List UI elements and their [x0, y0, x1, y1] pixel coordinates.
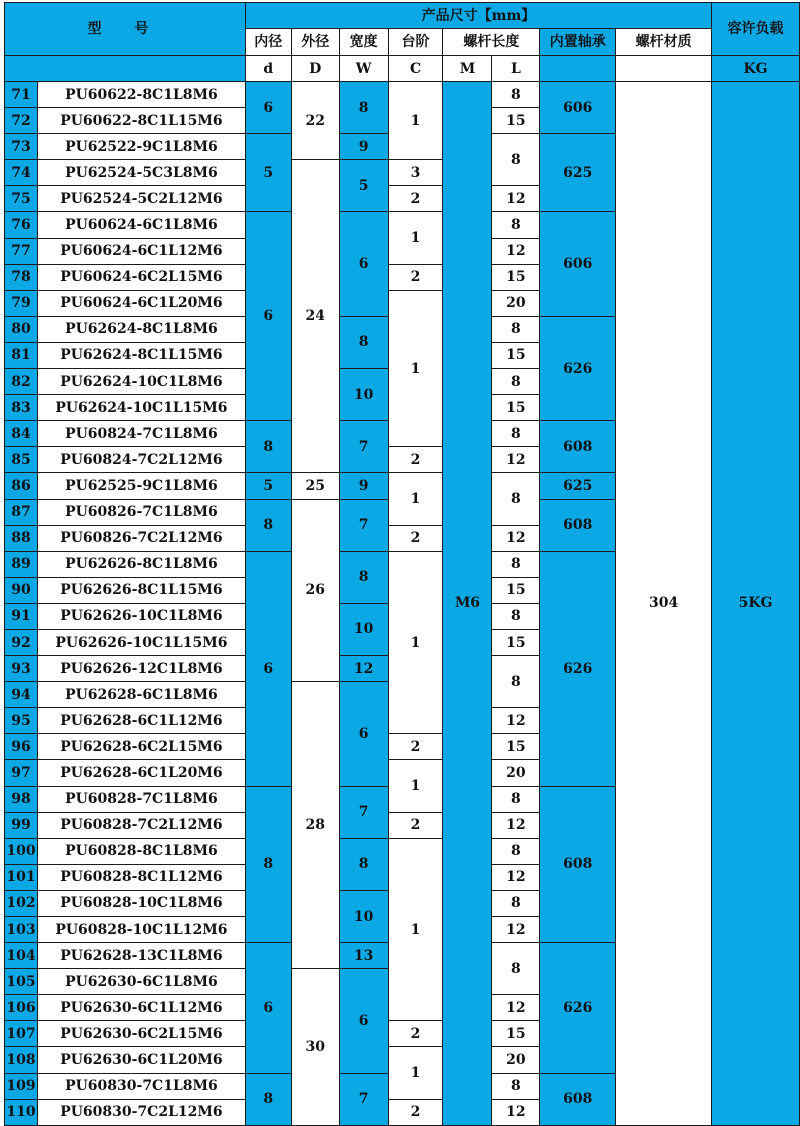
width-cell: 10 [339, 369, 388, 421]
row-number: 108 [5, 1047, 38, 1073]
width-cell: 9 [339, 473, 388, 499]
screw-length-cell: 8 [492, 890, 540, 916]
model-code: PU60824-7C2L12M6 [37, 447, 245, 473]
model-code: PU60828-8C1L12M6 [37, 864, 245, 890]
bearing-cell: 608 [540, 421, 616, 473]
d-header: 内径 [245, 29, 291, 56]
row-number: 102 [5, 890, 38, 916]
model-code: PU62630-6C1L8M6 [37, 969, 245, 995]
row-number: 79 [5, 290, 38, 316]
model-code: PU62626-10C1L8M6 [37, 603, 245, 629]
model-code: PU62626-10C1L15M6 [37, 629, 245, 655]
model-code: PU62524-5C3L8M6 [37, 160, 245, 186]
screw-length-cell: 15 [492, 342, 540, 368]
screw-length-cell: 15 [492, 264, 540, 290]
screw-length-cell: 12 [492, 864, 540, 890]
row-number: 86 [5, 473, 38, 499]
inner-diameter-cell: 8 [245, 499, 291, 551]
model-code: PU60828-7C1L8M6 [37, 786, 245, 812]
row-number: 84 [5, 421, 38, 447]
screw-length-cell: 12 [492, 238, 540, 264]
bearing-subheader-blank [540, 56, 616, 82]
model-code: PU60624-6C1L8M6 [37, 212, 245, 238]
model-code: PU62626-8C1L8M6 [37, 551, 245, 577]
outer-diameter-cell: 26 [291, 499, 339, 682]
row-number: 92 [5, 629, 38, 655]
row-number: 87 [5, 499, 38, 525]
width-cell: 8 [339, 82, 388, 134]
model-code: PU62628-6C1L20M6 [37, 760, 245, 786]
screw-length-cell: 12 [492, 1099, 540, 1125]
row-number: 76 [5, 212, 38, 238]
inner-diameter-cell: 8 [245, 421, 291, 473]
bearing-cell: 626 [540, 551, 616, 786]
row-number: 101 [5, 864, 38, 890]
width-cell: 7 [339, 499, 388, 551]
screw-length-cell: 8 [492, 656, 540, 708]
model-title: 型 号 [5, 3, 246, 56]
screw-length-cell: 8 [492, 134, 540, 186]
step-symbol: C [388, 56, 443, 82]
outer-diameter-cell: 24 [291, 160, 339, 473]
model-code: PU60830-7C1L8M6 [37, 1073, 245, 1099]
step-cell: 2 [388, 812, 443, 838]
model-code: PU62630-6C1L20M6 [37, 1047, 245, 1073]
step-cell: 2 [388, 447, 443, 473]
screw-length-cell: 8 [492, 369, 540, 395]
model-code: PU62628-13C1L8M6 [37, 943, 245, 969]
screw-length-cell: 12 [492, 917, 540, 943]
step-cell: 1 [388, 290, 443, 447]
screw-length-cell: 12 [492, 186, 540, 212]
model-code: PU60828-10C1L8M6 [37, 890, 245, 916]
step-cell: 1 [388, 473, 443, 525]
step-cell: 1 [388, 760, 443, 812]
row-number: 93 [5, 656, 38, 682]
bearing-cell: 608 [540, 499, 616, 551]
row-number: 109 [5, 1073, 38, 1099]
width-cell: 8 [339, 316, 388, 368]
row-number: 72 [5, 108, 38, 134]
model-code: PU62624-8C1L15M6 [37, 342, 245, 368]
step-cell: 1 [388, 838, 443, 1021]
outer-diameter-cell: 28 [291, 682, 339, 969]
outer-diameter-cell: 22 [291, 82, 339, 160]
screw-length-header: 螺杆长度 [443, 29, 540, 56]
row-number: 97 [5, 760, 38, 786]
row-number: 96 [5, 734, 38, 760]
outer-diameter-cell: 30 [291, 969, 339, 1126]
screw-length-cell: 8 [492, 838, 540, 864]
screw-length-cell: 15 [492, 629, 540, 655]
bearing-cell: 608 [540, 786, 616, 943]
width-cell: 7 [339, 421, 388, 473]
model-code: PU62630-6C2L15M6 [37, 1021, 245, 1047]
screw-length-cell: 8 [492, 82, 540, 108]
width-symbol: W [339, 56, 388, 82]
outer-d-header: 外径 [291, 29, 339, 56]
l-symbol: L [492, 56, 540, 82]
screw-length-cell: 8 [492, 421, 540, 447]
bearing-cell: 606 [540, 82, 616, 134]
screw-length-cell: 15 [492, 1021, 540, 1047]
screw-length-cell: 12 [492, 525, 540, 551]
row-number: 98 [5, 786, 38, 812]
material-cell: 304 [616, 82, 712, 1126]
screw-length-cell: 12 [492, 708, 540, 734]
bearing-cell: 608 [540, 1073, 616, 1125]
model-code: PU60830-7C2L12M6 [37, 1099, 245, 1125]
inner-diameter-cell: 6 [245, 943, 291, 1073]
width-header: 宽度 [339, 29, 388, 56]
screw-length-cell: 8 [492, 603, 540, 629]
row-number: 78 [5, 264, 38, 290]
screw-length-cell: 12 [492, 447, 540, 473]
load-cell: 5KG [712, 82, 800, 1126]
inner-diameter-cell: 5 [245, 134, 291, 212]
model-code: PU60622-8C1L8M6 [37, 82, 245, 108]
model-code: PU60828-8C1L8M6 [37, 838, 245, 864]
row-number: 94 [5, 682, 38, 708]
inner-diameter-cell: 8 [245, 1073, 291, 1125]
model-code: PU62628-6C2L15M6 [37, 734, 245, 760]
row-number: 104 [5, 943, 38, 969]
row-number: 95 [5, 708, 38, 734]
screw-length-cell: 8 [492, 1073, 540, 1099]
width-cell: 10 [339, 890, 388, 942]
step-cell: 3 [388, 160, 443, 186]
model-code: PU60826-7C2L12M6 [37, 525, 245, 551]
step-cell: 2 [388, 186, 443, 212]
inner-diameter-cell: 6 [245, 212, 291, 421]
material-header: 螺杆材质 [616, 29, 712, 56]
row-number: 77 [5, 238, 38, 264]
row-number: 71 [5, 82, 38, 108]
width-cell: 7 [339, 1073, 388, 1125]
step-cell: 2 [388, 264, 443, 290]
width-cell: 6 [339, 969, 388, 1073]
material-subheader-blank [616, 56, 712, 82]
row-number: 105 [5, 969, 38, 995]
screw-length-cell: 8 [492, 473, 540, 525]
screw-length-cell: 15 [492, 108, 540, 134]
width-cell: 10 [339, 603, 388, 655]
screw-spec-cell: M6 [443, 82, 492, 1126]
width-cell: 13 [339, 943, 388, 969]
model-code: PU60624-6C1L20M6 [37, 290, 245, 316]
row-number: 91 [5, 603, 38, 629]
step-cell: 1 [388, 212, 443, 264]
screw-length-cell: 20 [492, 290, 540, 316]
row-number: 75 [5, 186, 38, 212]
width-cell: 7 [339, 786, 388, 838]
model-code: PU60826-7C1L8M6 [37, 499, 245, 525]
row-number: 99 [5, 812, 38, 838]
row-number: 80 [5, 316, 38, 342]
m-symbol: M [443, 56, 492, 82]
row-number: 88 [5, 525, 38, 551]
row-number: 107 [5, 1021, 38, 1047]
screw-length-cell: 15 [492, 734, 540, 760]
bearing-cell: 626 [540, 943, 616, 1073]
screw-length-cell: 20 [492, 1047, 540, 1073]
row-number: 103 [5, 917, 38, 943]
row-number: 83 [5, 395, 38, 421]
row-number: 85 [5, 447, 38, 473]
model-code: PU60622-8C1L15M6 [37, 108, 245, 134]
width-cell: 8 [339, 551, 388, 603]
screw-length-cell: 8 [492, 212, 540, 238]
bearing-header: 内置轴承 [540, 29, 616, 56]
model-code: PU60824-7C1L8M6 [37, 421, 245, 447]
product-spec-table [4, 2, 800, 1126]
row-number: 100 [5, 838, 38, 864]
row-number: 74 [5, 160, 38, 186]
model-code: PU62626-12C1L8M6 [37, 656, 245, 682]
bearing-cell: 625 [540, 473, 616, 499]
model-code: PU62525-9C1L8M6 [37, 473, 245, 499]
screw-length-cell: 8 [492, 786, 540, 812]
model-code: PU62628-6C1L8M6 [37, 682, 245, 708]
bearing-cell: 626 [540, 316, 616, 420]
screw-length-cell: 8 [492, 551, 540, 577]
row-number: 110 [5, 1099, 38, 1125]
screw-length-cell: 12 [492, 995, 540, 1021]
screw-length-cell: 8 [492, 316, 540, 342]
width-cell: 6 [339, 212, 388, 316]
table-row [5, 82, 800, 108]
inner-diameter-cell: 6 [245, 82, 291, 134]
width-cell: 9 [339, 134, 388, 160]
model-code: PU60828-7C2L12M6 [37, 812, 245, 838]
width-cell: 12 [339, 656, 388, 682]
inner-diameter-cell: 5 [245, 473, 291, 499]
size-group-header: 产品尺寸【mm】 [245, 3, 711, 29]
model-code: PU62624-8C1L8M6 [37, 316, 245, 342]
model-code: PU62628-6C1L12M6 [37, 708, 245, 734]
load-unit: KG [712, 56, 800, 82]
model-subheader-blank [5, 56, 246, 82]
load-header: 容许负载 [712, 3, 800, 56]
model-code: PU62626-8C1L15M6 [37, 577, 245, 603]
step-cell: 2 [388, 525, 443, 551]
step-cell: 1 [388, 551, 443, 734]
model-code: PU62630-6C1L12M6 [37, 995, 245, 1021]
bearing-cell: 625 [540, 134, 616, 212]
inner-diameter-cell: 8 [245, 786, 291, 943]
step-cell: 2 [388, 1021, 443, 1047]
inner-diameter-cell: 6 [245, 551, 291, 786]
width-cell: 8 [339, 838, 388, 890]
outer-d-symbol: D [291, 56, 339, 82]
model-code: PU62522-9C1L8M6 [37, 134, 245, 160]
width-cell: 6 [339, 682, 388, 786]
row-number: 106 [5, 995, 38, 1021]
d-symbol: d [245, 56, 291, 82]
screw-length-cell: 15 [492, 577, 540, 603]
screw-length-cell: 20 [492, 760, 540, 786]
screw-length-cell: 15 [492, 395, 540, 421]
step-cell: 2 [388, 734, 443, 760]
bearing-cell: 606 [540, 212, 616, 316]
screw-length-cell: 12 [492, 812, 540, 838]
row-number: 89 [5, 551, 38, 577]
model-code: PU62524-5C2L12M6 [37, 186, 245, 212]
model-code: PU60624-6C1L12M6 [37, 238, 245, 264]
model-code: PU60624-6C2L15M6 [37, 264, 245, 290]
model-code: PU62624-10C1L15M6 [37, 395, 245, 421]
step-cell: 2 [388, 1099, 443, 1125]
row-number: 82 [5, 369, 38, 395]
outer-diameter-cell: 25 [291, 473, 339, 499]
screw-length-cell: 8 [492, 943, 540, 995]
row-number: 73 [5, 134, 38, 160]
model-code: PU60828-10C1L12M6 [37, 917, 245, 943]
step-cell: 1 [388, 1047, 443, 1099]
step-header: 台阶 [388, 29, 443, 56]
model-code: PU62624-10C1L8M6 [37, 369, 245, 395]
width-cell: 5 [339, 160, 388, 212]
row-number: 81 [5, 342, 38, 368]
row-number: 90 [5, 577, 38, 603]
step-cell: 1 [388, 82, 443, 160]
